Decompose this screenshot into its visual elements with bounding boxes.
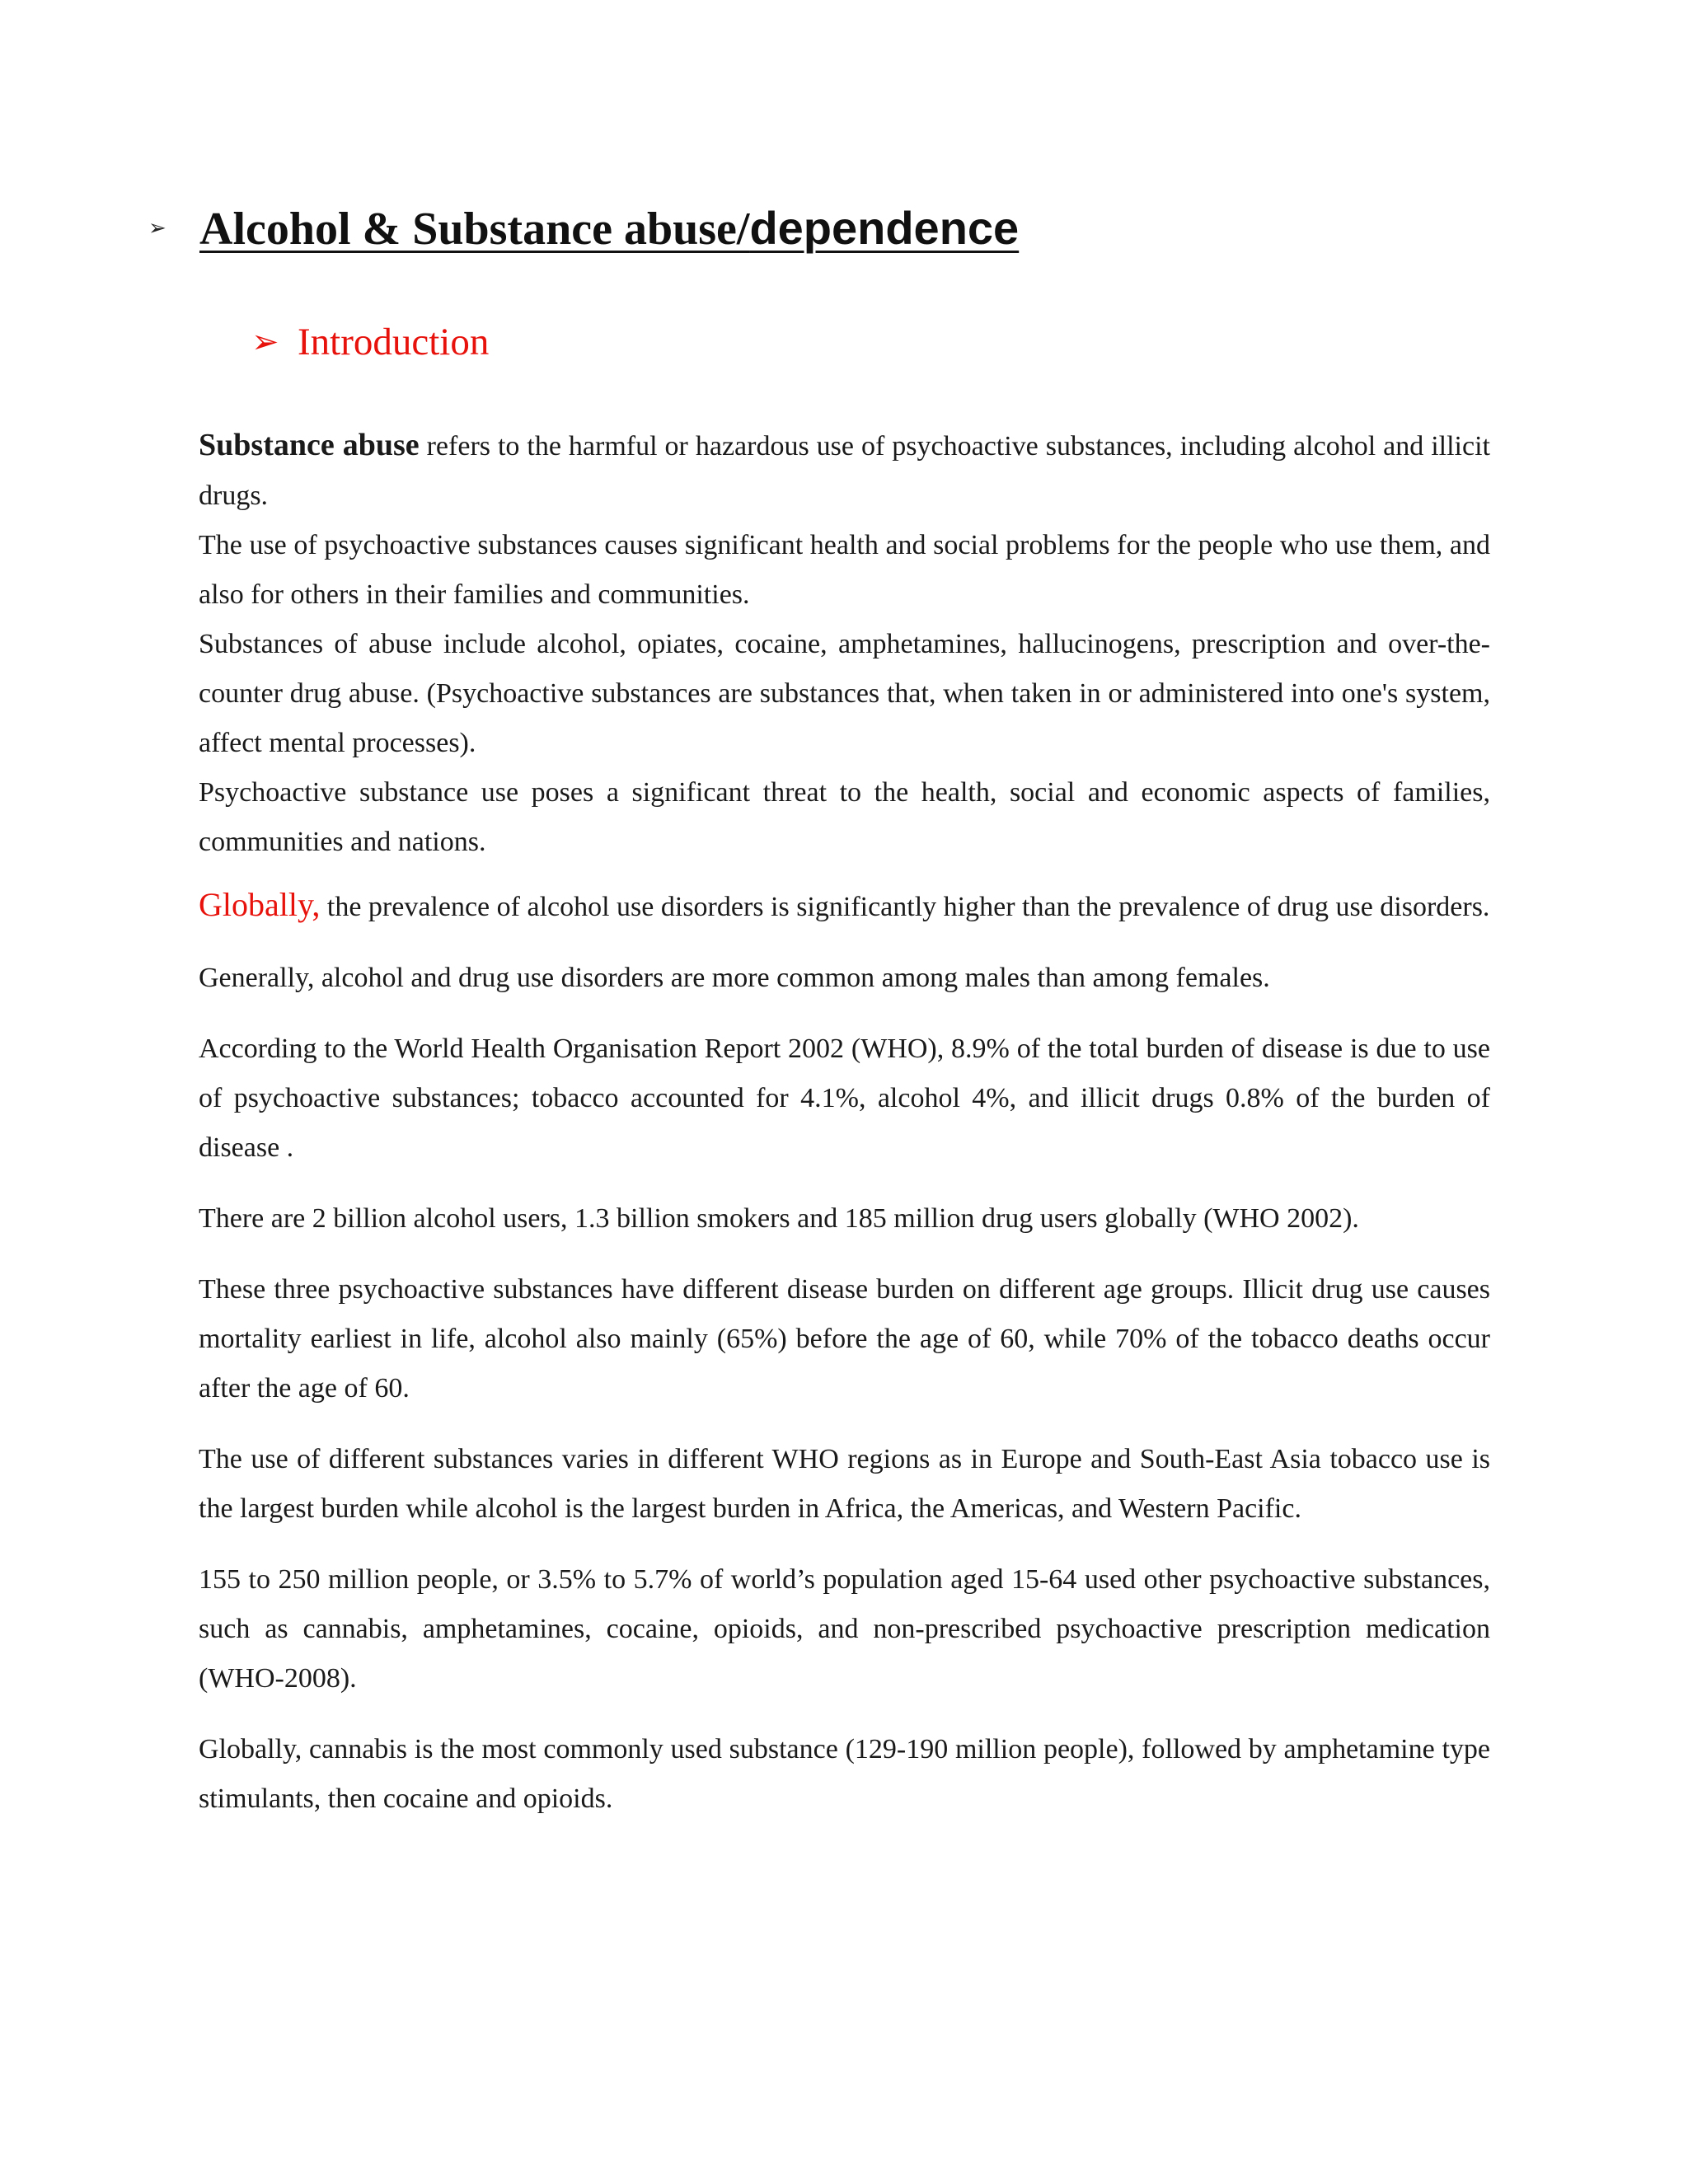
section-heading <box>148 201 1019 255</box>
paragraph-substance-abuse <box>199 420 1490 521</box>
paragraph: There are 2 billion alcohol users, 1.3 billion smokers and 185 million drug users globally (WHO 2002). <box>199 1203 1359 1234</box>
paragraph: 155 to 250 million people, or 3.5% to 5.7% of world’s population aged 15-64 used other psychoactive substances, such as cannabis, amphetamines, cocaine, opioids, and non-prescribed psychoactive prescription medication (WHO-2008). <box>199 1564 1490 1694</box>
paragraph: The use of different substances varies in different WHO regions as in Europe and South-East Asia tobacco use is the largest burden while alcohol is the largest burden in Africa, the Americas, and Western Pacific. <box>199 1444 1490 1524</box>
paragraph: Generally, alcohol and drug use disorders are more common among males than among females. <box>199 963 1270 993</box>
paragraph: Substances of abuse include alcohol, opiates, cocaine, amphetamines, hallucinogens, prescription and over-the-counter drug abuse. (Psychoactive substances are substances that, when taken in or administered into one's system, affect mental processes). <box>199 629 1490 758</box>
page-title-part1: Alcohol & Substance abuse/ <box>199 204 750 255</box>
paragraph-text: the prevalence of alcohol use disorders is significantly higher than the prevalence of drug use disorders. <box>320 892 1490 922</box>
paragraph-text: refers to the harmful or hazardous use of psychoactive substances, including alcohol and illicit drugs. <box>199 431 1490 511</box>
paragraph: Psychoactive substance use poses a significant threat to the health, social and economic aspects of families, communities and nations. <box>199 777 1490 857</box>
arrow-bullet-icon: ➢ <box>251 323 279 361</box>
subsection-heading <box>251 320 489 364</box>
body-text <box>199 420 1490 1824</box>
subsection-title: Introduction <box>298 321 490 363</box>
paragraph: These three psychoactive substances have different disease burden on different age groups. Illicit drug use causes mortality earliest in life, alcohol also mainly (65%) before the age of 60, while 70% of the tobacco deaths occur after the age of 60. <box>199 1274 1490 1404</box>
term-substance-abuse: Substance abuse <box>199 428 420 462</box>
paragraph: The use of psychoactive substances causes significant health and social problems for the people who use them, and also for others in their families and communities. <box>199 530 1490 610</box>
paragraph: According to the World Health Organisation Report 2002 (WHO), 8.9% of the total burden of disease is due to use of psychoactive substances; tobacco accounted for 4.1%, alcohol 4%, and illicit drugs 0.8% of the burden of disease . <box>199 1033 1490 1163</box>
page-title-part2: dependence <box>749 202 1020 254</box>
paragraph-globally <box>199 880 1490 932</box>
paragraph: Globally, cannabis is the most commonly used substance (129-190 million people), followed by amphetamine type stimulants, then cocaine and opioids. <box>199 1734 1490 1814</box>
term-globally: Globally, <box>199 886 321 923</box>
arrow-bullet-icon: ➢ <box>148 216 166 241</box>
page-title <box>199 201 1019 255</box>
